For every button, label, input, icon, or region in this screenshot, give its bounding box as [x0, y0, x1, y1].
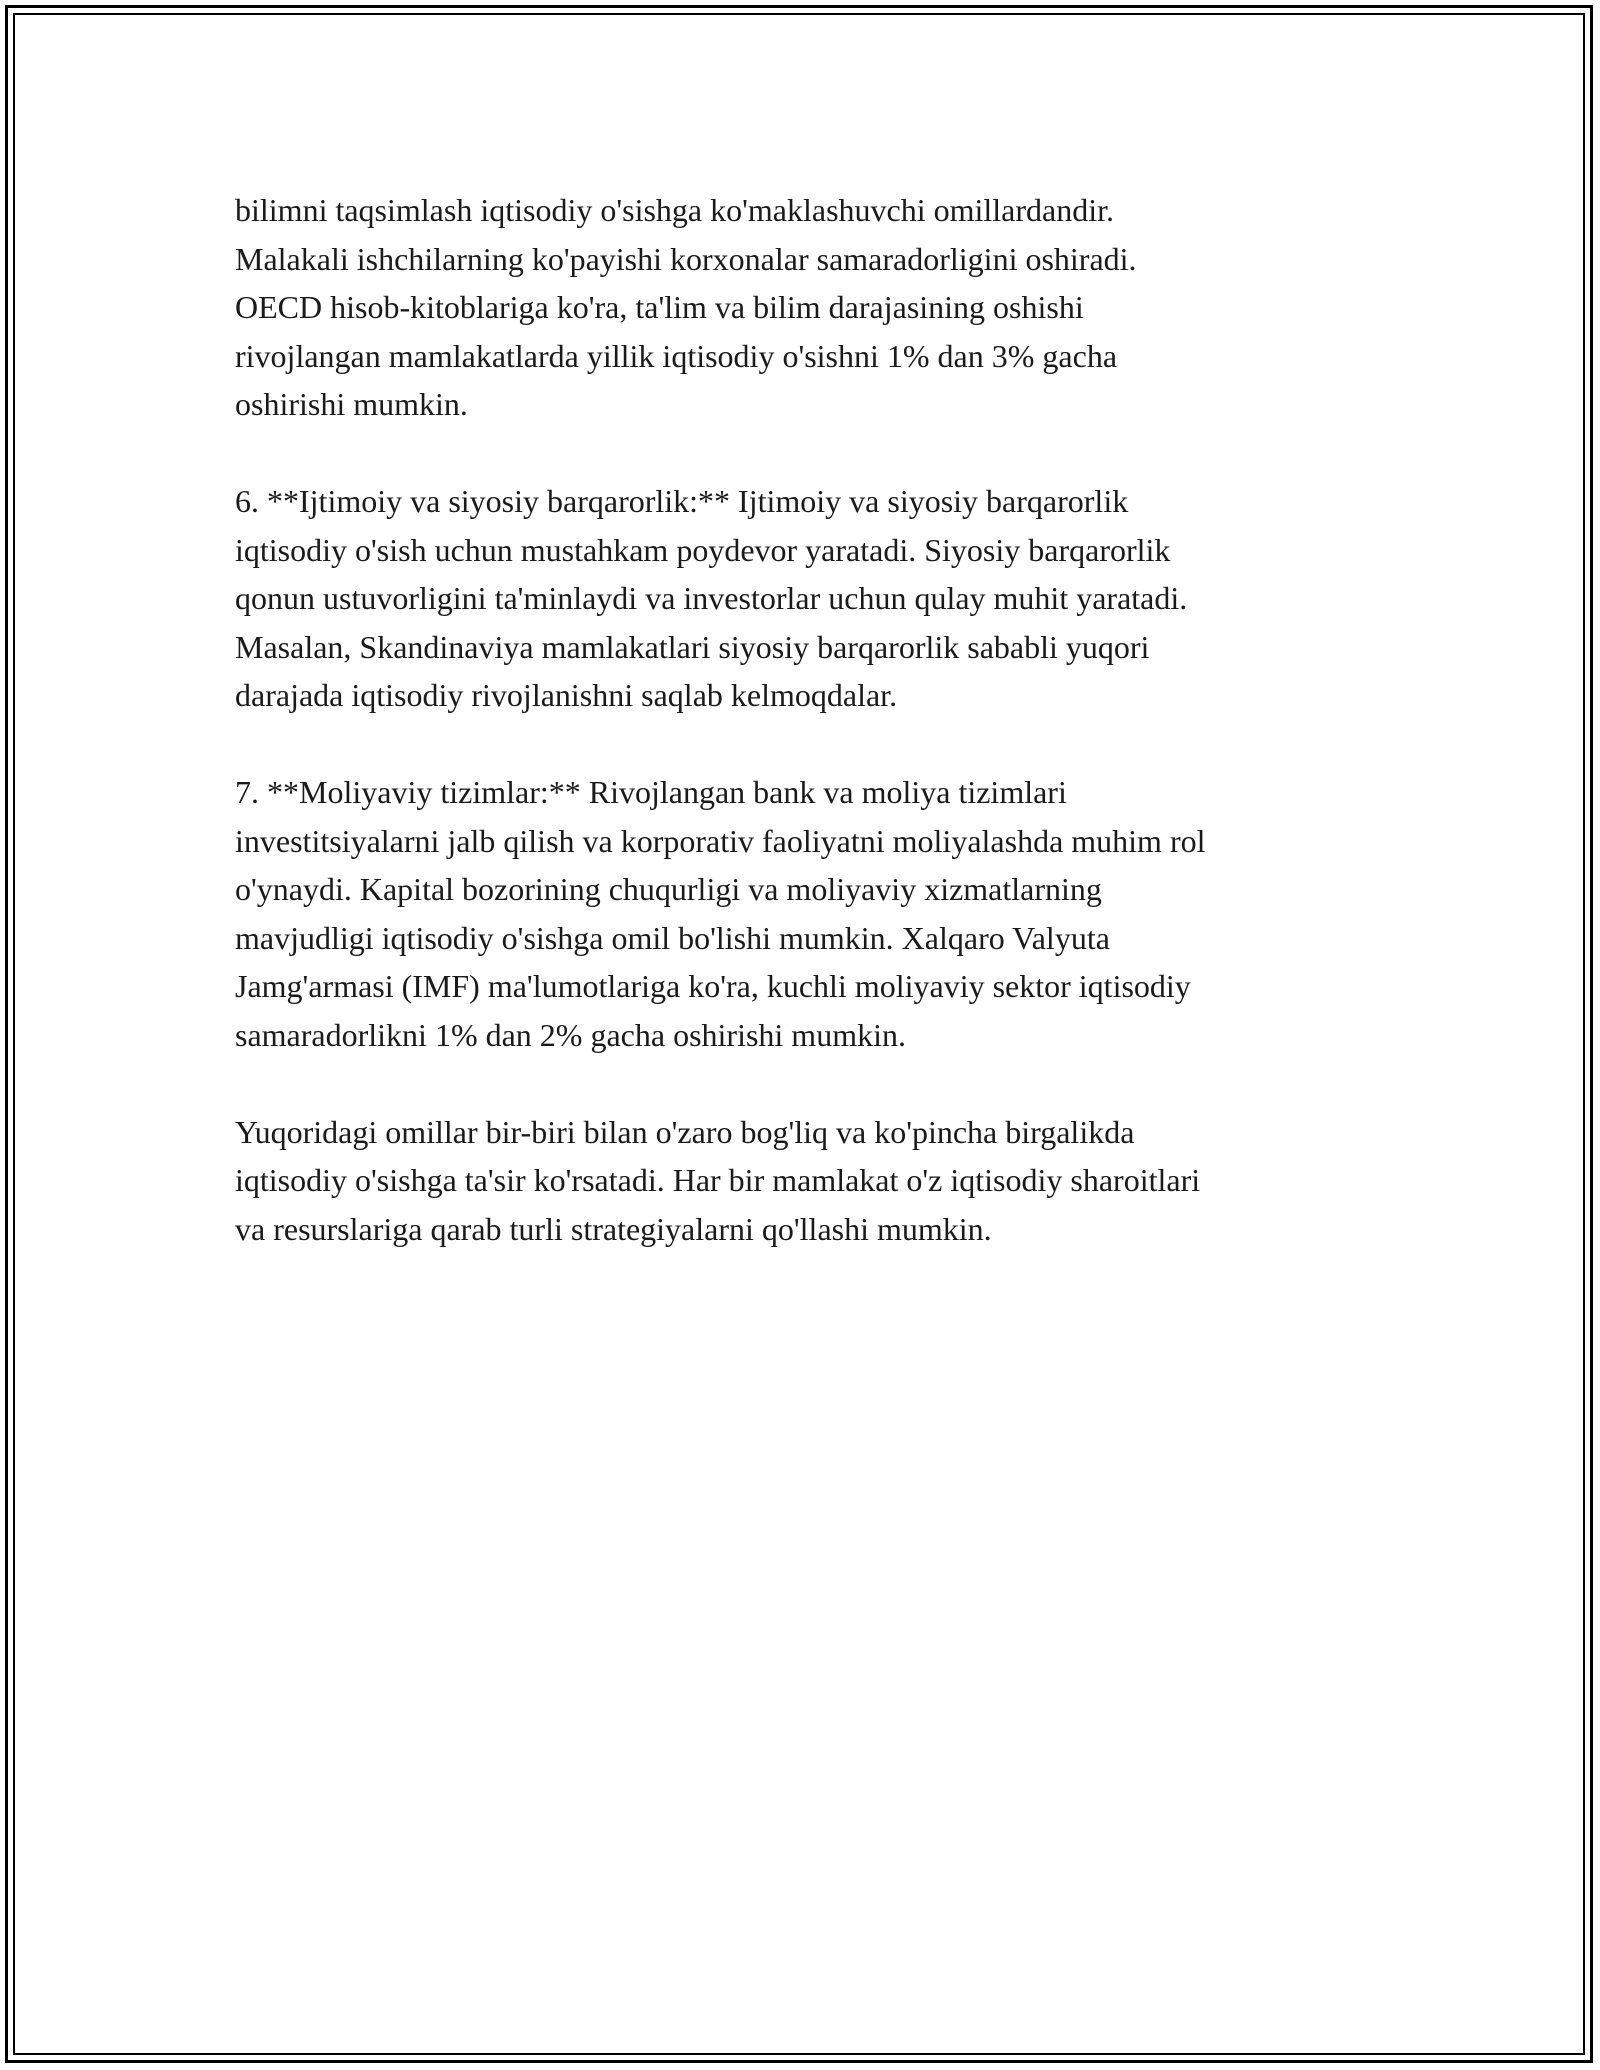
text-line: 7. **Moliyaviy tizimlar:** Rivojlangan bank va moliya tizimlari — [235, 774, 1067, 810]
text-line: Masalan, Skandinaviya mamlakatlari siyosiy barqarorlik sababli yuqori — [235, 628, 1150, 665]
text-line: 6. **Ijtimoiy va siyosiy barqarorlik:** Ijtimoiy va siyosiy barqarorlik — [235, 483, 1129, 519]
text-line: investitsiyalarni jalb qilish va korporativ faoliyatni moliyalashda muhim rol — [235, 822, 1206, 859]
text-line: va resurslariga qarab turli strategiyalarni qo'llashi mumkin. — [235, 1210, 992, 1247]
text-line: rivojlangan mamlakatlarda yillik iqtisodiy o'sishni 1% dan 3% gacha — [235, 337, 1118, 374]
text-line: samaradorlikni 1% dan 2% gacha oshirishi mumkin. — [235, 1016, 906, 1053]
paragraph-conclusion — [235, 1108, 1365, 1254]
text-line: Malakali ishchilarning ko'payishi korxonalar samaradorligini oshiradi. — [235, 240, 1137, 277]
text-line: bilimni taqsimlash iqtisodiy o'sishga ko'maklashuvchi omillardandir. — [235, 192, 1115, 228]
text-line: mavjudligi iqtisodiy o'sishga omil bo'lishi mumkin. Xalqaro Valyuta — [235, 919, 1110, 956]
text-line: o'ynaydi. Kapital bozorining chuqurligi va moliyaviy xizmatlarning — [235, 871, 1102, 907]
text-line: qonun ustuvorligini ta'minlaydi va investorlar uchun qulay muhit yaratadi. — [235, 580, 1188, 616]
text-line: Yuqoridagi omillar bir-biri bilan o'zaro bog'liq va ko'pincha birgalikda — [235, 1113, 1135, 1150]
text-line: Jamg'armasi (IMF) ma'lumotlariga ko'ra, kuchli moliyaviy sektor iqtisodiy — [235, 968, 1191, 1004]
text-line: iqtisodiy o'sishga ta'sir ko'rsatadi. Har bir mamlakat o'z iqtisodiy sharoitlari — [235, 1162, 1201, 1198]
paragraph-financial-systems — [235, 768, 1365, 1059]
text-line: oshirishi mumkin. — [235, 386, 468, 422]
paragraph-skills-knowledge — [235, 186, 1365, 429]
paragraph-social-political-stability — [235, 477, 1365, 720]
document-body — [235, 186, 1365, 1302]
text-line: darajada iqtisodiy rivojlanishni saqlab kelmoqdalar. — [235, 677, 898, 713]
text-line: iqtisodiy o'sish uchun mustahkam poydevor yaratadi. Siyosiy barqarorlik — [235, 531, 1171, 568]
text-line: OECD hisob-kitoblariga ko'ra, ta'lim va bilim darajasining oshishi — [235, 289, 1084, 325]
